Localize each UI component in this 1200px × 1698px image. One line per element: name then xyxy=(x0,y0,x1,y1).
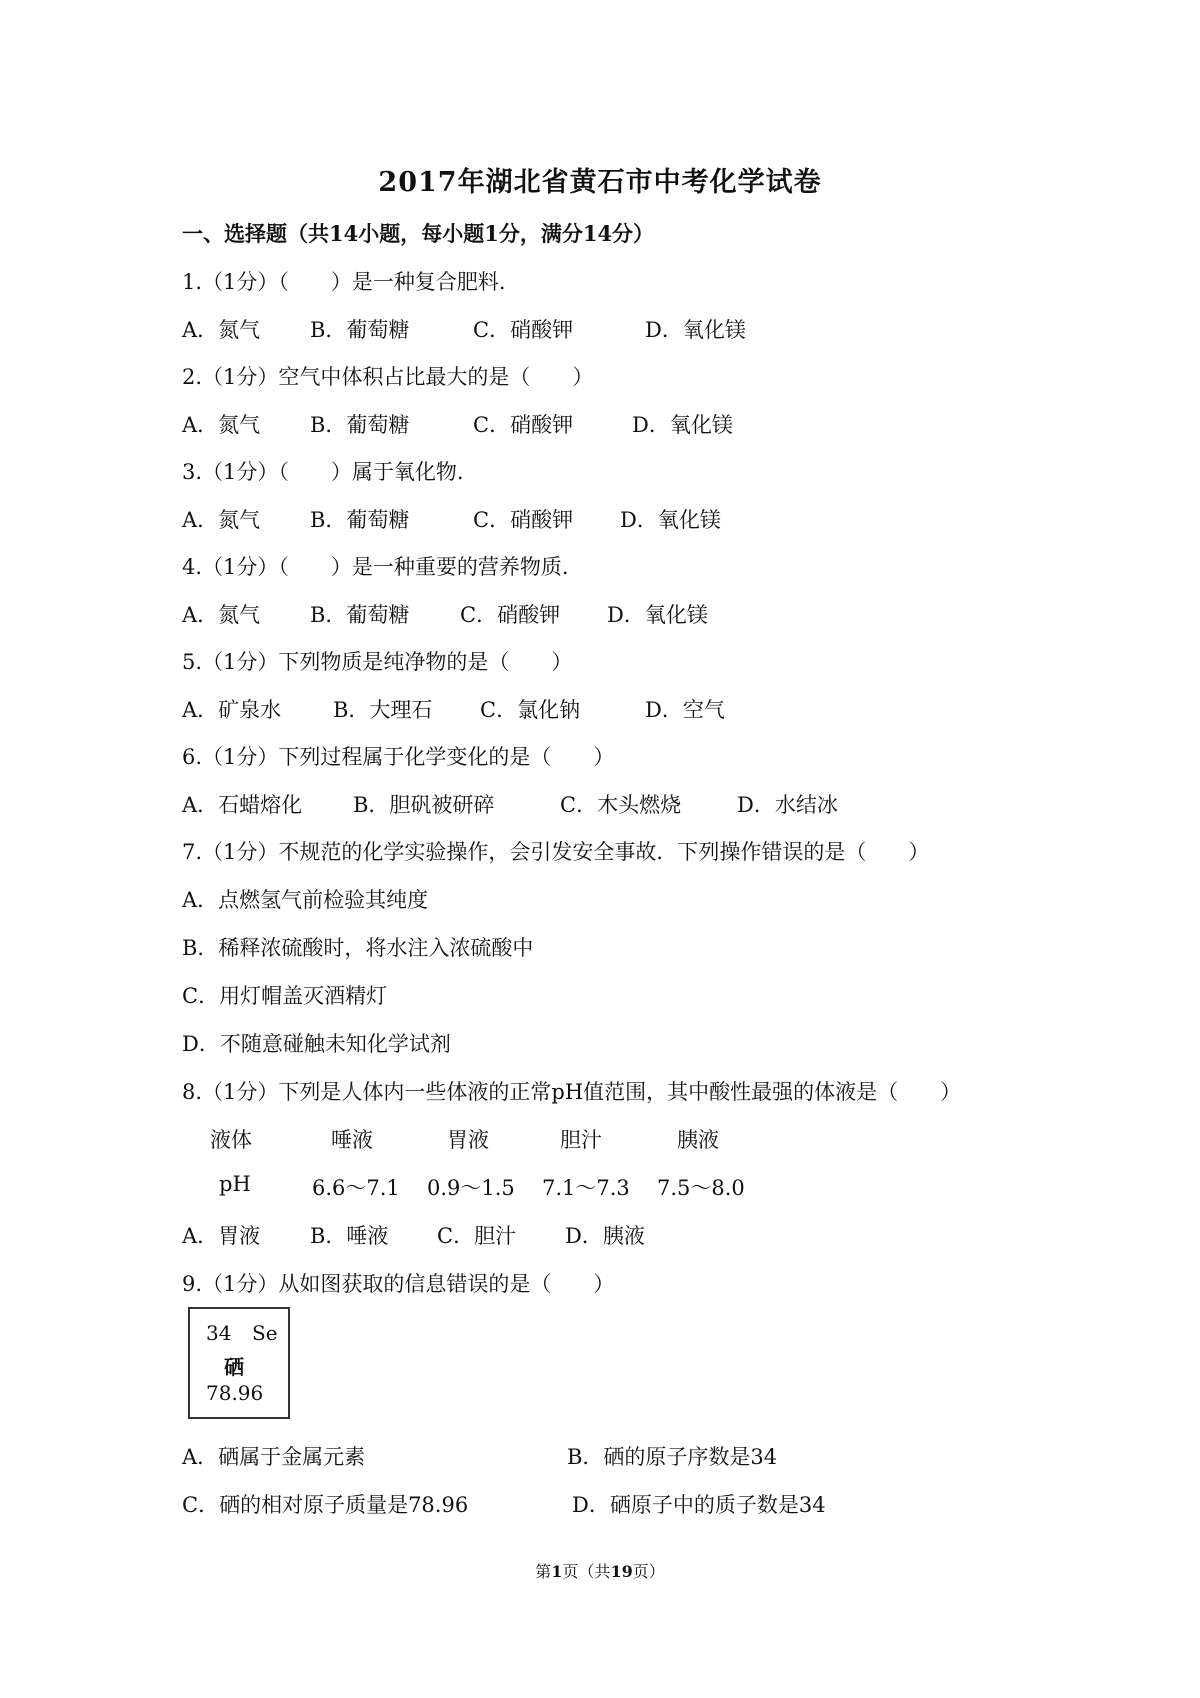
q8-option-a: A．胃液 xyxy=(182,1224,261,1248)
q2-option-d: D．氧化镁 xyxy=(632,413,733,437)
q1-option-a: A．氮气 xyxy=(182,318,261,342)
question-1-stem: 1.（1分）（ ）是一种复合肥料. xyxy=(182,270,506,294)
section-heading: 一、选择题（共14小题，每小题1分，满分14分） xyxy=(182,221,655,246)
question-9-stem: 9.（1分）从如图获取的信息错误的是（ ） xyxy=(182,1272,615,1296)
q3-option-b: B．葡萄糖 xyxy=(310,508,410,532)
ph-table-header-gastric: 胃液 xyxy=(447,1128,489,1152)
question-7-stem: 7.（1分）不规范的化学实验操作，会引发安全事故．下列操作错误的是（ ） xyxy=(182,840,930,864)
q6-option-a: A．石蜡熔化 xyxy=(182,793,303,817)
ph-table-value-pancreatic: 7.5～8.0 xyxy=(657,1176,745,1200)
q8-option-d: D．胰液 xyxy=(565,1224,645,1248)
q3-option-c: C．硝酸钾 xyxy=(473,508,574,532)
page-footer xyxy=(0,1559,1200,1582)
ph-table-header-liquid: 液体 xyxy=(210,1128,252,1152)
footer-suffix: 页） xyxy=(632,1562,665,1581)
footer-page-number: 1 xyxy=(551,1562,563,1581)
question-8-stem: 8.（1分）下列是人体内一些体液的正常pH值范围，其中酸性最强的体液是（ ） xyxy=(182,1080,962,1104)
ph-table-value-bile: 7.1～7.3 xyxy=(542,1176,630,1200)
element-atomic-mass: 78.96 xyxy=(206,1381,264,1405)
q4-option-a: A．氮气 xyxy=(182,603,261,627)
element-symbol: Se xyxy=(252,1321,278,1345)
q9-option-d: D．硒原子中的质子数是34 xyxy=(572,1493,826,1517)
q7-option-c: C．用灯帽盖灭酒精灯 xyxy=(182,984,388,1008)
q6-option-c: C．木头燃烧 xyxy=(560,793,682,817)
ph-table-row-label: pH xyxy=(219,1172,251,1196)
q4-option-b: B．葡萄糖 xyxy=(310,603,410,627)
q6-option-b: B．胆矾被研碎 xyxy=(353,793,495,817)
ph-table-value-gastric: 0.9～1.5 xyxy=(427,1176,515,1200)
selenium-element-card xyxy=(188,1307,290,1419)
q2-option-c: C．硝酸钾 xyxy=(473,413,574,437)
q6-option-d: D．水结冰 xyxy=(737,793,838,817)
question-5-stem: 5.（1分）下列物质是纯净物的是（ ） xyxy=(182,650,573,674)
ph-table-header-saliva: 唾液 xyxy=(331,1128,373,1152)
q3-option-a: A．氮气 xyxy=(182,508,261,532)
q2-option-a: A．氮气 xyxy=(182,413,261,437)
q8-option-c: C．胆汁 xyxy=(437,1224,517,1248)
question-6-stem: 6.（1分）下列过程属于化学变化的是（ ） xyxy=(182,745,615,769)
question-4-stem: 4.（1分）（ ）是一种重要的营养物质. xyxy=(182,555,569,579)
q3-option-d: D．氧化镁 xyxy=(620,508,721,532)
q7-option-b: B．稀释浓硫酸时，将水注入浓硫酸中 xyxy=(182,936,534,960)
element-name: 硒 xyxy=(224,1355,244,1379)
q5-option-d: D．空气 xyxy=(645,698,725,722)
q5-option-a: A．矿泉水 xyxy=(182,698,282,722)
q5-option-b: B．大理石 xyxy=(333,698,433,722)
q9-option-b: B．硒的原子序数是34 xyxy=(567,1445,778,1469)
q9-option-a: A．硒属于金属元素 xyxy=(182,1445,366,1469)
q9-option-c: C．硒的相对原子质量是78.96 xyxy=(182,1493,469,1517)
element-atomic-number: 34 xyxy=(206,1321,232,1345)
q7-option-a: A．点燃氢气前检验其纯度 xyxy=(182,888,429,912)
q1-option-b: B．葡萄糖 xyxy=(310,318,410,342)
q1-option-c: C．硝酸钾 xyxy=(473,318,574,342)
q7-option-d: D．不随意碰触未知化学试剂 xyxy=(182,1032,451,1056)
ph-table-header-pancreatic: 胰液 xyxy=(677,1128,719,1152)
footer-middle: 页（共 xyxy=(562,1562,611,1581)
q2-option-b: B．葡萄糖 xyxy=(310,413,410,437)
question-3-stem: 3.（1分）（ ）属于氧化物. xyxy=(182,460,464,484)
question-2-stem: 2.（1分）空气中体积占比最大的是（ ） xyxy=(182,365,594,389)
q1-option-d: D．氧化镁 xyxy=(645,318,746,342)
q4-option-d: D．氧化镁 xyxy=(607,603,708,627)
q5-option-c: C．氯化钠 xyxy=(480,698,581,722)
ph-table-header-bile: 胆汁 xyxy=(560,1128,602,1152)
q4-option-c: C．硝酸钾 xyxy=(460,603,561,627)
q8-option-b: B．唾液 xyxy=(310,1224,389,1248)
page-title: 2017年湖北省黄石市中考化学试卷 xyxy=(378,167,822,198)
ph-table-value-saliva: 6.6～7.1 xyxy=(312,1176,400,1200)
footer-prefix: 第 xyxy=(535,1562,552,1581)
footer-total-pages: 19 xyxy=(610,1562,633,1581)
